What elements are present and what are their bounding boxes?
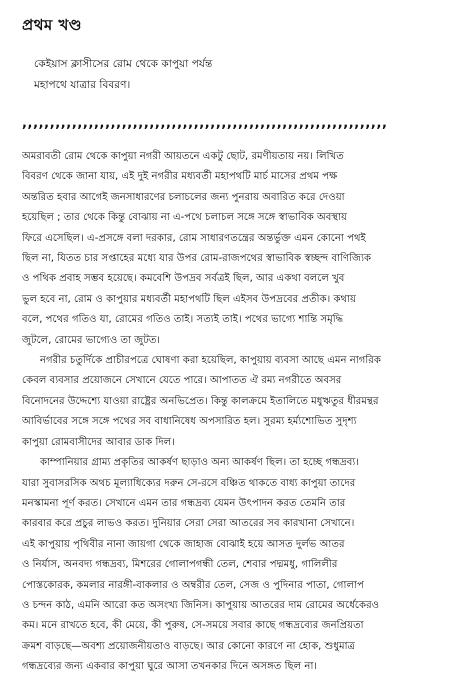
body-line: কাম্পানিয়ার গ্রাম্য প্রকৃতির আকর্ষণ ছাড়াও অন্য আকর্ষণ ছিল। তা হচ্ছে গন্ধদ্রব্য। [40, 457, 359, 469]
body-line: ছিল না, যিতত চার সপ্তাহের মধ্যে যার উপর রোম-রাজপথের স্বাভাবিক স্বচ্ছন্দ বাণিজ্যিক [22, 253, 372, 265]
body-line: যারা সুবাসরসিক অথচ মূল্যাধিক্যের দরুন সে-রসে বঞ্চিত থাকতে বাধ্য কাপুয়া তাদের [22, 477, 356, 489]
body-line: ফিরে এসেছিল। এ-প্রসঙ্গে বলা দরকার, রোম সাধারণতন্ত্রের অন্তর্ভুক্ত এমন কোনো পথই [22, 232, 366, 244]
body-line: পোস্তকোরক, কমলার নারঙ্গী-বাকলার ও অম্বরীর তেল, সেজ ও পুদিনার পাতা, গোলাপ [22, 579, 364, 591]
chapter-heading [34, 54, 420, 96]
body-line: জুটলে, রোমের ভাগ্যেও তা জুটত। [22, 334, 161, 346]
body-line: ভুল হবে না, রোম ও কাপুয়ার মধ্যবর্তী মহাপথটি ছিল এইসব উপদ্রবের প্রতীক। কথায় [22, 293, 356, 305]
body-line: কম। মনে রাখতে হবে, কী মেয়ে, কী পুরুষ, সে-সময়ে সবার কাছে গন্ধদ্রব্যের জনপ্রিয়তা [22, 620, 364, 632]
body-line: অমরাবতী রোম থেকে কাপুয়া নগরী আয়তনে একটু ছোট, রমণীয়তায় নয়। লিখিত [22, 151, 344, 162]
body-line: মনস্কামনা পূর্ণ করত। সেখানে এমন তার গন্ধদ্রব্য যেমন উৎপাদন করত তেমনি তার [22, 497, 346, 509]
body-line: বিবরণ থেকে জানা যায়, এই দুই নগরীর মধ্যবর্তী মহাপথটি মার্চ মাসের প্রথম পক্ষ [22, 171, 338, 183]
body-line: বলে, পথের গতিও যা, রোমের গতিও তাই। সত্যই তাই। পথের ভাগ্যে শান্তি সমৃদ্ধি [22, 314, 344, 326]
heading-line-2: মহাপথে যাত্রার বিবরণ। [34, 79, 131, 91]
body-line: গন্ধদ্রব্যের জন্য একবার কাপুয়া ঘুরে আসা তখনকার দিনে অসঙ্গত ছিল না। [22, 661, 318, 673]
body-line: কেবল ব্যবসার প্রয়োজনে সেখানে যেতে পারে। আপাতত ঐ রম্য নগরীতে অবসর [22, 375, 342, 387]
body-line: অন্তরিত হবার আগেই জনসাধারণের চলাচলের জন্য পুনরায় অবারিত করে দেওয়া [22, 191, 345, 203]
section-title: প্রথম খণ্ড [22, 16, 83, 34]
body-line: নগরীর চতুর্দিকে প্রাচীরপত্রে ঘোষণা করা হয়েছিল, কাপুয়ায় ব্যবসা আছে এমন নাগরিক [40, 355, 381, 367]
body-line: ও চন্দন কাঠ, এমনি আরো কত অসংখ্য জিনিস। কাপুয়ায় আতরের দাম রোমের অর্ধেকেরও [22, 599, 380, 611]
body-line: ক্রমশ বাড়ছে—অবশ্য প্রয়োজনীয়তাও বাড়ছে। আর কোনো কারণে না হোক, শুধুমাত্র [22, 640, 355, 652]
body-line: কাপুয়া রোমবাসীদের আবার ডাক দিল। [22, 436, 175, 448]
heading-line-1: কেইয়াস ক্লাসীসের রোম থেকে কাপুয়া পর্যন্ত [34, 58, 213, 70]
body-line: বিনোদনের উদ্দেশ্যে যাওয়া রাষ্ট্রের অনভিপ্রেত। কিন্তু কালক্রমে ইতালিতে মধুঋতুর ধীরমন্থর [22, 395, 379, 407]
body-line: ও পথিক প্রবাহ সম্ভব হয়েছে। কমবেশি উপদ্রব সর্বত্রই ছিল, আর একথা বললে খুব [22, 273, 345, 285]
separator-marks: ,,,,,,,,,,,,,,,,,,,,,,,,,,,,,,,,,,,,,,,,,,,,,,,,,,,,,,,,,,,,,,,,,, [22, 116, 388, 131]
body-line: আবির্ভাবের সঙ্গে সঙ্গে পথের সব বাধানিষেধ অপসারিত হল। সুরম্য হর্ম্যশোভিত সুদৃশ্য [22, 416, 357, 428]
body-text [22, 147, 450, 678]
body-line: ও নির্যাস, অনবদ্য গন্ধদ্রব্য, মিশরের গোলাপগন্ধী তেল, শেবার পদ্মমধু, গালিলীর [22, 559, 338, 571]
body-line: হয়েছিল ; তার থেকে কিন্তু বোঝায় না এ-পথে চলাচল সঙ্গে সঙ্গে স্বাভাবিক অবস্থায় [22, 212, 348, 224]
body-line: কারবার করে প্রচুর লাভও করত। দুনিয়ার সেরা সেরা আতরের সব কারখানা সেখানে। [22, 518, 355, 530]
body-line: এই কাপুয়ায় পৃথিবীর নানা জায়গা থেকে জাহাজ বোঝাই হয়ে আসত দুর্লভ আতর [22, 538, 345, 550]
